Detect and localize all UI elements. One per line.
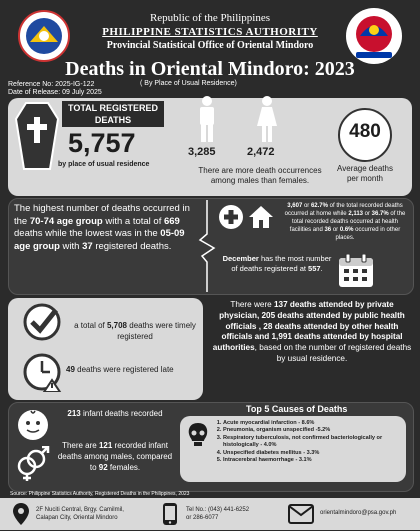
infant-sex-5: females.	[107, 463, 141, 472]
place-text-2: or	[302, 203, 311, 209]
age-text-4: with	[59, 240, 83, 252]
causes-title: Top 5 Causes of Deaths	[246, 404, 348, 414]
age-group-high: 70-74 age group	[29, 215, 103, 227]
footer-address	[36, 506, 124, 522]
place-other-count: 36	[324, 227, 332, 233]
page-subtitle: ( By Place of Usual Residence)	[140, 80, 237, 87]
cause-pct: - 3.3%	[303, 449, 320, 456]
average-label-line1: Average deaths	[337, 164, 393, 173]
place-text-10: or	[331, 227, 340, 233]
infant-value: 213	[67, 409, 81, 418]
skull-icon	[186, 422, 210, 448]
baby-icon	[16, 408, 50, 442]
sex-note	[185, 166, 335, 186]
cause-item	[223, 450, 413, 457]
average-value: 480	[349, 121, 381, 142]
age-text-1: The highest number of deaths occurred in the	[14, 203, 190, 227]
age-text-5: registered deaths.	[92, 240, 172, 252]
average-label-line2: per month	[346, 174, 384, 183]
late-text	[66, 364, 176, 375]
cause-item	[223, 420, 413, 427]
month-name: December	[222, 254, 259, 263]
place-home-pct: 62.7%	[310, 203, 328, 209]
gender-symbols-icon	[14, 446, 50, 482]
infant-text	[56, 408, 174, 419]
cause-name: Unspecified diabetes mellitus	[223, 449, 302, 456]
location-pin-icon	[12, 502, 30, 526]
place-other-pct: 0.6%	[339, 227, 354, 233]
month-text	[222, 254, 332, 274]
source-note: Source: Philippine Statistics Authority, Registered Deaths in the Philippines, 2023	[10, 491, 190, 497]
male-count: 3,285	[188, 146, 216, 158]
timely-value: 5,708	[106, 321, 128, 330]
cause-pct: - 8.6%	[298, 420, 315, 426]
place-text-6: or	[363, 211, 372, 217]
check-circle-icon	[22, 302, 62, 342]
late-value: 49	[66, 365, 75, 374]
total-label-line2: DEATHS	[94, 115, 132, 125]
phone-line2: or 286-6077	[186, 515, 219, 521]
place-facility-count: 2,113	[348, 211, 363, 217]
average-label	[325, 164, 405, 184]
address-line1: 2F Nuciti Central, Brgy. Camilmil,	[36, 507, 124, 513]
address-line2: Calapan City, Oriental Mindoro	[36, 515, 118, 521]
late-post: deaths were registered late	[74, 365, 174, 374]
timely-post: deaths were timely registered	[117, 321, 196, 341]
phone-line1: Tel No.: (043) 441-6252	[186, 507, 250, 513]
total-label-box	[62, 101, 164, 127]
place-home-count: 3,607	[287, 203, 303, 209]
attendance-pre: There were	[230, 300, 274, 309]
timely-text	[70, 320, 200, 342]
female-count: 2,472	[247, 146, 275, 158]
total-value: 5,757	[68, 128, 136, 158]
sex-note-line1: There are more death occurrences	[198, 166, 322, 175]
heartbeat-line-icon	[196, 200, 218, 292]
attendance-bold: 137 deaths attended by private physician, 205 deaths attended by public health officials , 28 deaths attended by other health officials and 1,991 deaths attended by hospital authorities	[212, 300, 405, 353]
sex-note-line2: among males than females.	[210, 176, 310, 185]
place-text-12: occurred in other places.	[335, 227, 401, 241]
causes-list	[214, 420, 413, 464]
clock-warning-icon	[22, 352, 62, 392]
age-group-low: 05-09 age group	[14, 228, 185, 252]
release-date: Date of Release: 09 July 2025	[8, 89, 102, 96]
place-text-8: of the total recorded deaths occurred at health facilities and	[289, 211, 406, 233]
coffin-icon	[12, 101, 62, 171]
place-facility-pct: 36.7%	[371, 211, 389, 217]
cause-pct: -5.2%	[315, 427, 331, 434]
home-icon	[248, 205, 274, 229]
place-text	[282, 202, 408, 242]
footer-phone	[186, 506, 249, 522]
phone-icon	[160, 502, 180, 526]
total-caption: by place of usual residence	[58, 161, 150, 168]
header-line2: PHILIPPINE STATISTICS AUTHORITY	[102, 26, 318, 38]
attendance-text	[210, 300, 414, 365]
infant-sex-3: recorded infant deaths among males, compared to	[57, 441, 173, 472]
age-text	[14, 203, 202, 253]
cause-name: Respiratory tuberculosis, not confirmed bacteriologically or histologically	[223, 434, 383, 449]
cause-name: Intracerebral haemorrhage	[223, 457, 294, 464]
male-icon	[196, 96, 218, 142]
month-text-2: has the most number of deaths registered at	[231, 254, 332, 273]
cause-item	[223, 427, 413, 434]
cause-name: Acute myocardial infarction	[223, 420, 297, 426]
header-line3: Provincial Statistical Office of Oriental Mindoro	[106, 40, 314, 51]
infant-female: 92	[98, 463, 108, 472]
age-text-2: with a total of	[102, 215, 164, 227]
total-label-line1: TOTAL REGISTERED	[67, 103, 158, 113]
cause-item	[223, 435, 413, 450]
timely-pre: a total of	[74, 321, 107, 330]
cause-pct: - 4.0%	[260, 442, 277, 449]
cause-item	[223, 457, 413, 464]
cause-name: Pneumonia, organism unspecified	[223, 427, 315, 434]
age-count-low: 37	[82, 240, 93, 252]
age-count-high: 669	[163, 215, 180, 227]
page-title: Deaths in Oriental Mindoro: 2023	[65, 58, 355, 80]
infant-male: 121	[98, 441, 113, 450]
month-text-4: .	[320, 264, 323, 273]
attendance-post: , based on the number of registered deaths by usual residence.	[254, 343, 412, 363]
infant-sex-1: There are	[62, 441, 99, 450]
female-icon	[255, 96, 279, 142]
email-icon	[288, 504, 314, 524]
month-count: 557	[308, 264, 321, 273]
hospital-icon	[219, 205, 243, 229]
infant-sex-text	[56, 440, 174, 473]
cause-pct: - 3.1%	[295, 457, 312, 464]
bagong-pilipinas-logo-icon	[346, 8, 402, 64]
footer-email[interactable]: orientalmindoro@psa.gov.ph	[320, 510, 397, 516]
age-text-3: deaths while the lowest was in the	[14, 228, 161, 239]
infant-post: infant deaths recorded	[80, 409, 163, 418]
calendar-icon	[338, 254, 374, 288]
reference-number: Reference No: 2025-IG-122	[8, 81, 95, 88]
header-line1: Republic of the Philippines	[149, 12, 271, 24]
place-text-4: of the total recorded deaths occurred at home while	[284, 203, 403, 217]
